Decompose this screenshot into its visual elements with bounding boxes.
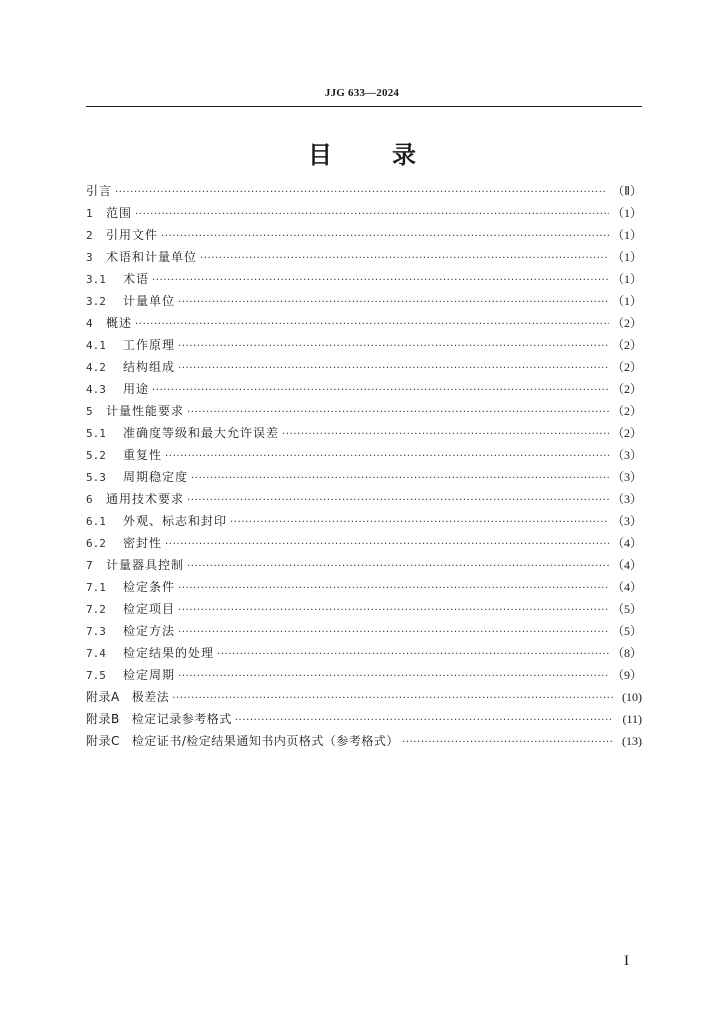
title-char-left: 目 xyxy=(308,141,332,169)
toc-page-number: （1） xyxy=(611,294,642,308)
toc-page-number: （4） xyxy=(611,580,642,594)
dot-leader xyxy=(165,451,609,462)
toc-entry[interactable] xyxy=(86,424,642,446)
toc-entry-number: 7.5 xyxy=(86,669,106,682)
dot-leader xyxy=(161,231,609,242)
toc-entry-title: 周期稳定度 xyxy=(123,470,189,484)
toc-entry-title: 密封性 xyxy=(123,536,163,550)
toc-entry-number: 7.1 xyxy=(86,581,106,594)
toc-entry-number: 5.3 xyxy=(86,471,106,484)
toc-entry-title: 用途 xyxy=(123,382,150,396)
dot-leader xyxy=(178,363,609,374)
dot-leader xyxy=(235,715,613,726)
toc-page-number: （3） xyxy=(611,514,642,528)
toc-entry-title: 检定条件 xyxy=(123,580,176,594)
toc-entry-number: 7.2 xyxy=(86,603,106,616)
toc-entry[interactable] xyxy=(86,732,642,754)
toc-entry-number: 3 xyxy=(86,251,93,264)
appendix-label: 附录A xyxy=(86,690,120,704)
toc-entry-title: 范围 xyxy=(106,206,133,220)
toc-page-number: （2） xyxy=(611,338,642,352)
dot-leader xyxy=(152,275,609,286)
toc-entry[interactable] xyxy=(86,402,642,424)
appendix-title: 检定记录参考格式 xyxy=(131,712,232,726)
dot-leader xyxy=(178,671,609,682)
toc-entry[interactable] xyxy=(86,270,642,292)
dot-leader xyxy=(135,209,609,220)
dot-leader xyxy=(230,517,609,528)
toc-entry-title: 检定结果的处理 xyxy=(123,646,215,660)
toc-entry-title: 引用文件 xyxy=(106,228,159,242)
toc-page-number: （2） xyxy=(611,316,642,330)
toc-entry-title: 概述 xyxy=(106,316,133,330)
toc-entry[interactable] xyxy=(86,666,642,688)
toc-page-number: （2） xyxy=(611,360,642,374)
dot-leader xyxy=(135,319,609,330)
toc-entry[interactable] xyxy=(86,468,642,490)
toc-page-number: （1） xyxy=(611,272,642,286)
dot-leader xyxy=(282,429,609,440)
toc-page-number: (10) xyxy=(622,690,642,704)
toc-entry-title xyxy=(86,688,169,705)
toc-page-number: （9） xyxy=(611,668,642,682)
toc-page-number: （2） xyxy=(611,382,642,396)
table-of-contents xyxy=(86,182,642,754)
toc-entry-title: 重复性 xyxy=(123,448,163,462)
dot-leader xyxy=(172,693,613,704)
toc-entry-number: 6.2 xyxy=(86,537,106,550)
toc-entry[interactable] xyxy=(86,336,642,358)
toc-entry[interactable] xyxy=(86,578,642,600)
toc-entry[interactable] xyxy=(86,358,642,380)
toc-entry[interactable] xyxy=(86,204,642,226)
toc-entry-title: 检定项目 xyxy=(123,602,176,616)
toc-entry-title: 计量性能要求 xyxy=(106,404,185,418)
toc-page-number: （1） xyxy=(611,228,642,242)
toc-entry-title: 术语和计量单位 xyxy=(106,250,198,264)
appendix-label: 附录C xyxy=(86,734,120,748)
toc-entry[interactable] xyxy=(86,710,642,732)
toc-entry-title: 术语 xyxy=(123,272,150,286)
toc-entry-number: 7.3 xyxy=(86,625,106,638)
toc-entry[interactable] xyxy=(86,226,642,248)
toc-entry-number: 3.1 xyxy=(86,273,106,286)
toc-page-number: （2） xyxy=(611,426,642,440)
toc-entry-number: 7 xyxy=(86,559,93,572)
dot-leader xyxy=(178,583,609,594)
toc-entry-title xyxy=(86,732,399,749)
toc-entry[interactable] xyxy=(86,622,642,644)
toc-entry-title: 通用技术要求 xyxy=(106,492,185,506)
toc-page-number: （8） xyxy=(611,646,642,660)
toc-page-number: （4） xyxy=(611,536,642,550)
toc-entry-title xyxy=(86,710,232,727)
toc-entry-number: 4.3 xyxy=(86,383,106,396)
toc-entry-number: 5 xyxy=(86,405,93,418)
toc-page-number: （1） xyxy=(611,250,642,264)
toc-entry-number: 5.2 xyxy=(86,449,106,462)
toc-page-number: （3） xyxy=(611,448,642,462)
toc-entry-title: 外观、标志和封印 xyxy=(123,514,228,528)
toc-entry-title: 工作原理 xyxy=(123,338,176,352)
toc-entry-title: 计量单位 xyxy=(123,294,176,308)
toc-page-number: （Ⅱ） xyxy=(612,184,642,198)
dot-leader xyxy=(191,473,609,484)
header-divider xyxy=(86,106,642,107)
toc-entry[interactable] xyxy=(86,292,642,314)
dot-leader xyxy=(200,253,609,264)
dot-leader xyxy=(115,187,609,198)
toc-entry-number: 5.1 xyxy=(86,427,106,440)
appendix-label: 附录B xyxy=(86,712,120,726)
toc-entry-title: 检定周期 xyxy=(123,668,176,682)
toc-entry[interactable] xyxy=(86,556,642,578)
dot-leader xyxy=(178,627,609,638)
dot-leader xyxy=(165,539,609,550)
toc-entry[interactable] xyxy=(86,534,642,556)
dot-leader xyxy=(178,341,609,352)
page-number: I xyxy=(624,953,629,969)
toc-page-number: （2） xyxy=(611,404,642,418)
toc-entry-number: 4 xyxy=(86,317,93,330)
dot-leader xyxy=(402,737,613,748)
document-code-header: JJG 633—2024 xyxy=(324,87,400,99)
toc-page-number: （3） xyxy=(611,470,642,484)
toc-entry-title: 计量器具控制 xyxy=(106,558,185,572)
toc-page-number: （5） xyxy=(611,602,642,616)
dot-leader xyxy=(187,407,609,418)
appendix-title: 极差法 xyxy=(131,690,170,704)
toc-entry-number: 4.1 xyxy=(86,339,106,352)
toc-entry-number: 6 xyxy=(86,493,93,506)
dot-leader xyxy=(178,605,609,616)
toc-entry[interactable] xyxy=(86,490,642,512)
toc-page-number: （4） xyxy=(611,558,642,572)
appendix-title: 检定证书/检定结果通知书内页格式（参考格式） xyxy=(131,734,399,748)
toc-entry-number: 6.1 xyxy=(86,515,106,528)
toc-entry[interactable] xyxy=(86,182,642,204)
toc-page-number: （3） xyxy=(611,492,642,506)
toc-entry-number: 2 xyxy=(86,229,93,242)
toc-entry[interactable] xyxy=(86,314,642,336)
toc-entry[interactable] xyxy=(86,600,642,622)
dot-leader xyxy=(178,297,609,308)
toc-entry-number: 3.2 xyxy=(86,295,106,308)
toc-page-number: （1） xyxy=(611,206,642,220)
dot-leader xyxy=(187,561,609,572)
toc-entry-title: 引言 xyxy=(86,184,113,198)
toc-entry-title: 准确度等级和最大允许误差 xyxy=(123,426,280,440)
toc-page-number: （5） xyxy=(611,624,642,638)
toc-entry-number: 4.2 xyxy=(86,361,106,374)
toc-entry[interactable] xyxy=(86,688,642,710)
toc-entry-title: 结构组成 xyxy=(123,360,176,374)
toc-entry[interactable] xyxy=(86,248,642,270)
toc-entry-number: 1 xyxy=(86,207,93,220)
toc-page-number: (13) xyxy=(622,734,642,748)
toc-entry-number: 7.4 xyxy=(86,647,106,660)
toc-entry[interactable] xyxy=(86,644,642,666)
toc-entry-title: 检定方法 xyxy=(123,624,176,638)
dot-leader xyxy=(187,495,609,506)
toc-page-number: (11) xyxy=(622,712,642,726)
title-char-right: 录 xyxy=(392,141,416,169)
toc-entry[interactable] xyxy=(86,380,642,402)
dot-leader xyxy=(152,385,609,396)
toc-entry[interactable] xyxy=(86,446,642,468)
page-title xyxy=(0,135,724,170)
toc-entry[interactable] xyxy=(86,512,642,534)
dot-leader xyxy=(217,649,609,660)
